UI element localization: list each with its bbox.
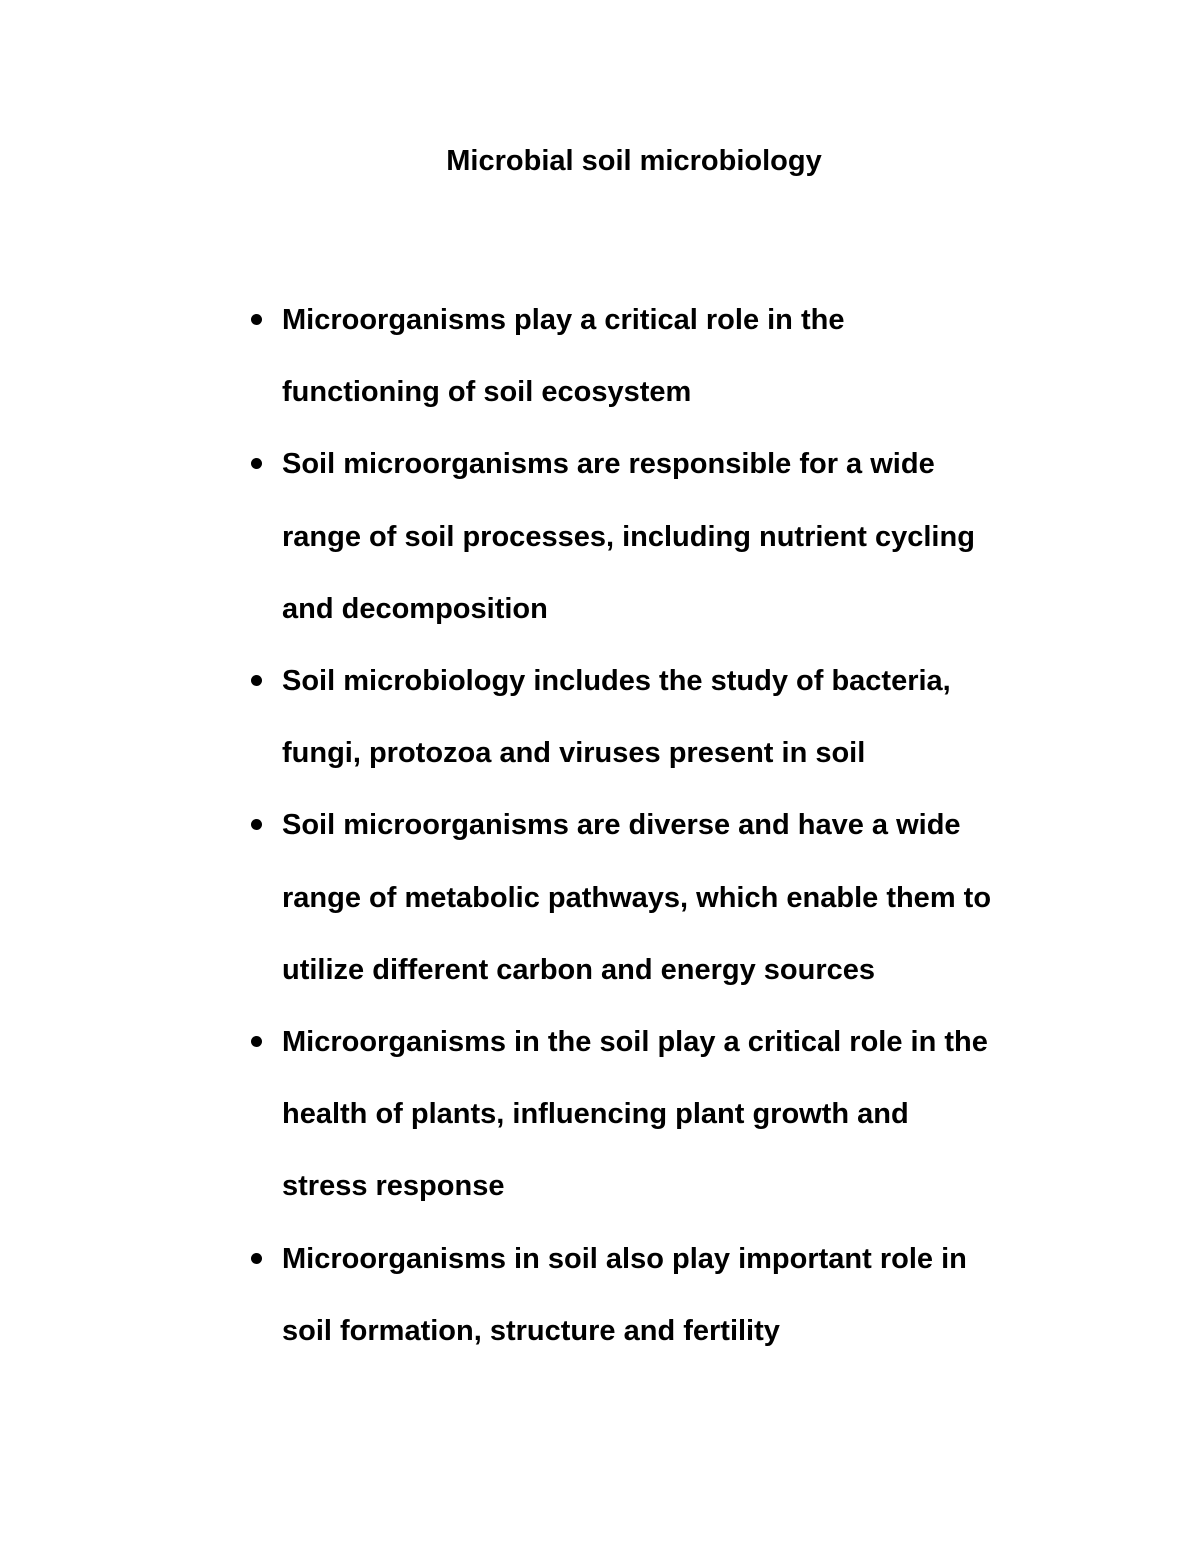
list-item-text: functioning of soil ecosystem [282, 376, 692, 409]
bullet-icon [251, 819, 262, 830]
list-item-text: stress response [282, 1170, 505, 1203]
list-item-text: Soil microbiology includes the study of bacteria, [282, 665, 951, 698]
list-item [282, 1006, 1082, 1223]
list-item [282, 1223, 1082, 1367]
list-item-text: range of metabolic pathways, which enable them to [282, 881, 992, 914]
list-item-text: Microorganisms play a critical role in the [282, 304, 845, 336]
list-item-text: and decomposition [282, 592, 548, 625]
list-item [282, 284, 1082, 428]
page-title: Microbial soil microbiology [446, 145, 822, 177]
bullet-icon [251, 675, 262, 686]
bullet-list [282, 284, 1082, 1367]
list-item-text: soil formation, structure and fertility [282, 1314, 780, 1347]
bullet-icon [251, 1036, 262, 1047]
list-item [282, 645, 1082, 789]
list-item [282, 789, 1082, 1006]
list-item-text: fungi, protozoa and viruses present in soil [282, 737, 866, 770]
list-item-text: health of plants, influencing plant growth and [282, 1098, 909, 1131]
list-item-text: Soil microorganisms are diverse and have a wide [282, 809, 961, 842]
list-item [282, 428, 1082, 645]
bullet-icon [251, 314, 262, 325]
list-item-text: range of soil processes, including nutrient cycling [282, 520, 975, 553]
list-item-text: Microorganisms in the soil play a critical role in the [282, 1026, 988, 1059]
list-item-text: utilize different carbon and energy sources [282, 953, 876, 986]
bullet-icon [251, 1253, 262, 1264]
list-item-text: Microorganisms in soil also play important role in [282, 1242, 967, 1275]
bullet-icon [251, 458, 262, 469]
list-item-text: Soil microorganisms are responsible for a wide [282, 448, 935, 481]
